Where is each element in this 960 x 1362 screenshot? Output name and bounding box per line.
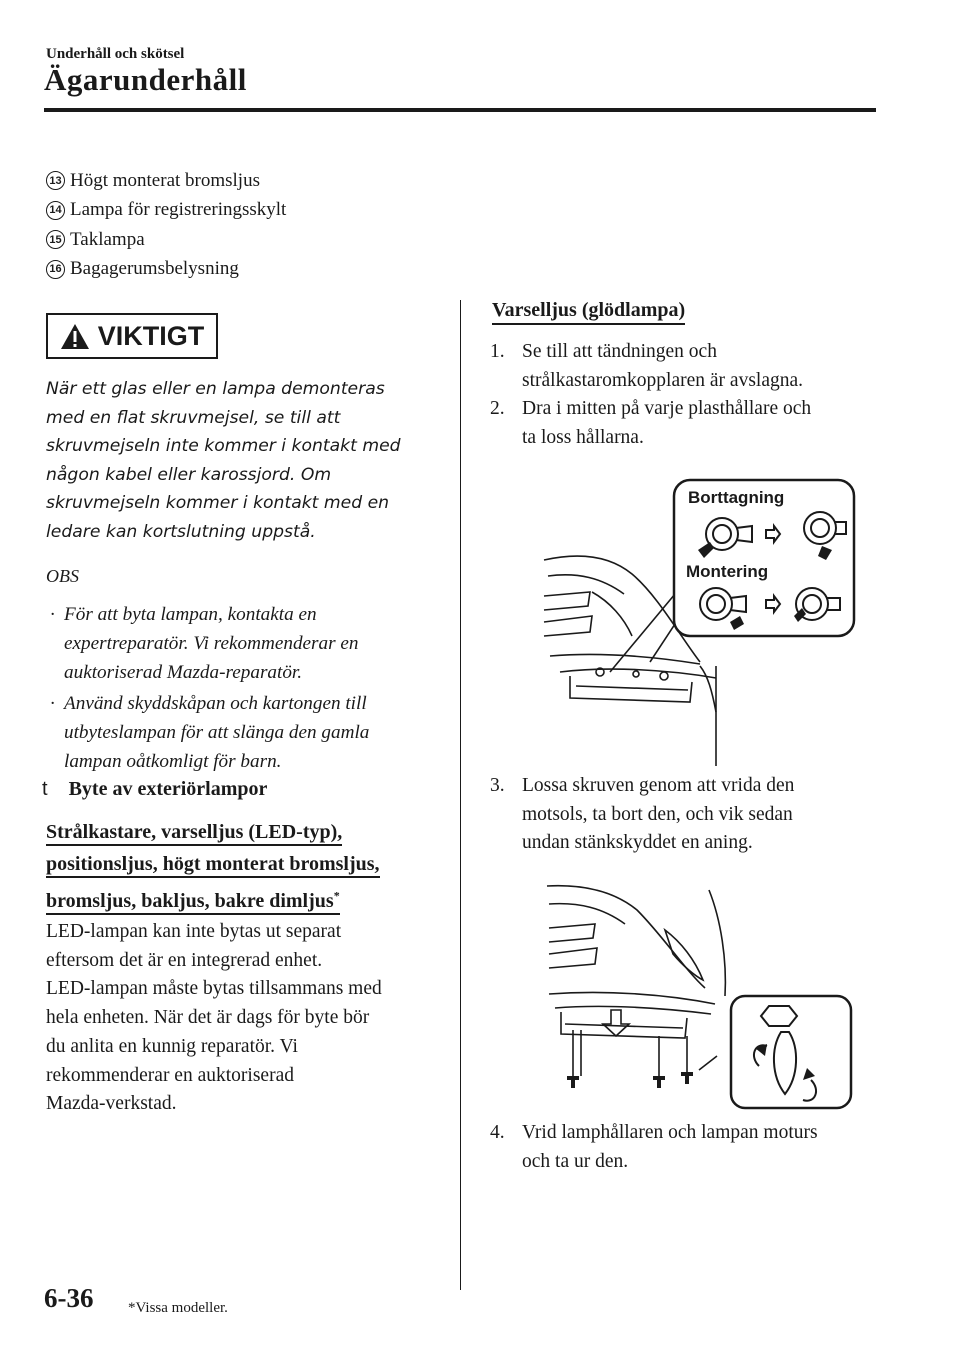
warning-line: skruvmejseln kommer i kontakt med en [46, 493, 390, 513]
step [490, 395, 880, 452]
header-rule [44, 108, 876, 112]
step-number: 3. [490, 775, 505, 796]
page-number: 6-36 [44, 1283, 94, 1313]
bullet: · [50, 604, 55, 625]
warning-text [46, 375, 426, 546]
led-body [46, 918, 441, 1119]
list-item-label: Bagagerumsbelysning [70, 258, 239, 280]
note-line: Använd skyddskåpan och kartongen till [64, 693, 367, 714]
step [490, 1119, 880, 1176]
circled-number: 14 [46, 201, 65, 220]
steps-group-b [490, 772, 880, 858]
steps-group-a [490, 338, 880, 453]
note-line: lampan oåtkomligt för barn. [64, 751, 282, 772]
step-line: och ta ur den. [522, 1150, 629, 1172]
body-line: Mazda-verkstad. [46, 1093, 177, 1115]
list-item-label: Högt monterat bromsljus [70, 169, 260, 191]
step-line: Dra i mitten på varje plasthållare och [522, 398, 812, 420]
warning-label: VIKTIGT [97, 320, 205, 351]
asterisk: * [333, 888, 340, 902]
warning-box [46, 313, 218, 359]
circled-number: 13 [46, 171, 65, 190]
note-line: expertreparatör. Vi rekommenderar en [64, 633, 359, 654]
body-line: hela enheten. När det är dags för byte bör [46, 1007, 370, 1029]
step [490, 338, 880, 395]
warning-line: med en flat skruvmejsel, se till att [46, 407, 341, 428]
step-line: Vrid lamphållaren och lampan moturs [522, 1122, 818, 1143]
list-item [46, 196, 286, 226]
subsection-marker: t [42, 778, 48, 800]
body-line: rekommenderar en auktoriserad [46, 1064, 294, 1086]
step-number: 1. [490, 341, 505, 362]
list-item [46, 255, 286, 285]
note-list [50, 600, 430, 778]
led-heading [46, 817, 380, 917]
heading-line: positionsljus, högt monterat bromsljus, [46, 853, 380, 878]
section-label: Underhåll och skötsel [46, 46, 185, 62]
warning-triangle-icon [60, 323, 90, 350]
list-item-label: Lampa för registreringsskylt [70, 199, 287, 221]
warning-line: någon kabel eller karossjord. Om [46, 464, 332, 485]
screw-removal-illustration [545, 880, 855, 1110]
removal-label: Borttagning [688, 488, 785, 507]
circled-number: 15 [46, 230, 65, 249]
daytime-light-heading [492, 299, 685, 322]
step-number: 4. [490, 1122, 505, 1143]
note-item [50, 689, 430, 776]
bullet: · [50, 693, 55, 714]
install-label: Montering [686, 562, 769, 581]
subsection-title: Byte av exteriörlampor [68, 778, 268, 800]
body-line: du anlita en kunnig reparatör. Vi [46, 1035, 298, 1057]
heading-line: bromsljus, bakljus, bakre dimljus [46, 889, 334, 912]
step-line: motsols, ta bort den, och vik sedan [522, 803, 793, 825]
note-label: OBS [46, 566, 79, 586]
note-item [50, 600, 430, 687]
heading-text: Varselljus (glödlampa) [492, 299, 685, 325]
numbered-list [46, 166, 286, 284]
body-line: LED-lampan måste bytas tillsammans med [46, 978, 382, 1000]
steps-group-c [490, 1119, 880, 1176]
heading-line: Strålkastare, varselljus (LED-typ), [46, 821, 342, 846]
column-divider [460, 300, 461, 1290]
step-line: strålkastaromkopplaren är avslagna. [522, 369, 804, 391]
footnote: *Vissa modeller. [128, 1300, 228, 1316]
list-item-label: Taklampa [70, 228, 145, 250]
step-line: undan stänkskyddet en aning. [522, 832, 753, 854]
step [490, 772, 880, 858]
body-line: eftersom det är en integrerad enhet. [46, 949, 323, 971]
warning-line: ledare kan kortslutning uppstå. [46, 521, 316, 542]
subsection-heading [42, 778, 267, 801]
step-line: ta loss hållarna. [522, 427, 644, 449]
warning-line: skruvmejseln inte kommer i kontakt med [46, 436, 401, 456]
warning-line: När ett glas eller en lampa demonteras [46, 379, 385, 399]
page-title: Ägarunderhåll [44, 62, 247, 97]
note-line: auktoriserad Mazda-reparatör. [64, 662, 303, 683]
bumper-clip-illustration [540, 476, 860, 766]
list-item [46, 166, 286, 196]
circled-number: 16 [46, 260, 65, 279]
step-line: Lossa skruven genom att vrida den [522, 775, 795, 796]
list-item [46, 225, 286, 255]
note-line: utbyteslampan för att slänga den gamla [64, 722, 370, 743]
body-line: LED-lampan kan inte bytas ut separat [46, 921, 342, 942]
note-line: För att byta lampan, kontakta en [64, 604, 317, 625]
step-number: 2. [490, 398, 505, 420]
step-line: Se till att tändningen och [522, 341, 717, 362]
